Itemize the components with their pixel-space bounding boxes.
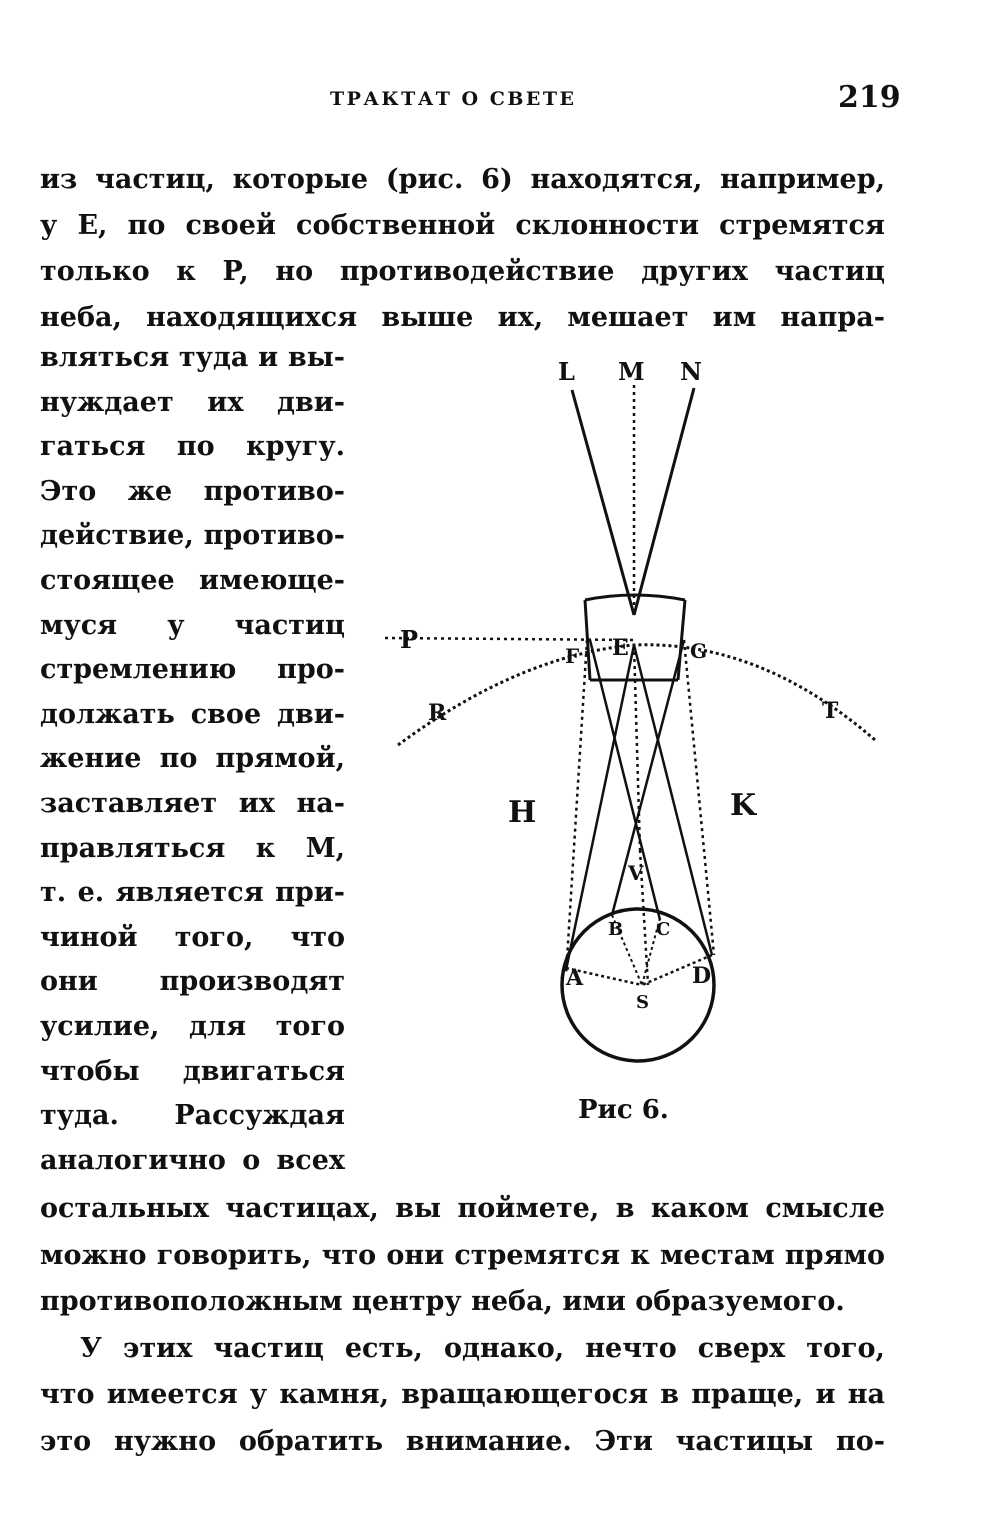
text-line: из частиц, которые (рис. 6) находятся, например, [40, 164, 885, 195]
text-line: стоящее имеюще- [40, 565, 345, 596]
label-P: P [400, 625, 419, 654]
line-E-A [566, 645, 634, 970]
text-line: это нужно обратить внимание. Эти частицы по- [40, 1425, 885, 1457]
text-line: правляться к M, [40, 832, 345, 864]
label-C: C [656, 919, 671, 940]
text-line: вляться туда и вы- [40, 342, 345, 373]
text-line: что имеется у камня, вращающегося в праще, и на [40, 1379, 885, 1410]
text-line: аналогично о всех [40, 1144, 345, 1176]
text-line: должать свое дви- [40, 698, 345, 730]
label-L: L [558, 357, 575, 386]
label-H: H [508, 795, 537, 830]
text-line: только к P, но противодействие других частиц [40, 256, 885, 287]
label-N: N [680, 357, 702, 386]
label-A: A [566, 965, 584, 991]
text-line: можно говорить, что они стремятся к местам прямо [40, 1239, 885, 1271]
label-S: S [636, 992, 649, 1013]
text-line: чиной того, что [40, 921, 345, 953]
text-line: у E, по своей собственной склонности стремятся [40, 210, 885, 241]
text-line: чтобы двигаться [40, 1055, 345, 1087]
dotted-line-P [385, 638, 634, 640]
text-line: неба, находящихся выше их, мешает им напра- [40, 302, 885, 333]
text-line: жение по прямой, [40, 743, 345, 775]
figure-caption: Рис 6. [578, 1095, 669, 1125]
figure-6-diagram [360, 352, 900, 1142]
label-E: E [612, 635, 629, 661]
page-number: 219 [838, 80, 901, 115]
text-line: Это же противо- [40, 475, 345, 507]
text-line: остальных частицах, вы поймете, в каком смысле [40, 1193, 885, 1224]
label-F: F [565, 644, 580, 668]
label-B: B [608, 919, 624, 940]
label-R: R [428, 700, 447, 726]
label-M: M [618, 357, 645, 386]
label-G: G [690, 639, 708, 663]
label-T: T [822, 698, 839, 724]
text-line: усилие, для того [40, 1011, 345, 1042]
text-line: т. е. является при- [40, 877, 345, 909]
text-line: противоположным центру неба, ими образуемого. [40, 1286, 845, 1317]
running-title: ТРАКТАТ О СВЕТЕ [330, 88, 577, 110]
text-line: У этих частиц есть, однако, нечто сверх того, [80, 1332, 885, 1364]
text-line: заставляет их на- [40, 788, 345, 819]
label-K: K [730, 788, 757, 823]
text-line: стремлению про- [40, 654, 345, 686]
text-line: они производят [40, 966, 345, 998]
text-line: туда. Рассуждая [40, 1100, 345, 1132]
text-line: действие, противо- [40, 520, 345, 552]
ray-right [634, 388, 694, 615]
ray-left [572, 390, 634, 615]
text-line: гаться по кругу. [40, 431, 345, 463]
text-line: муся у частиц [40, 609, 345, 641]
label-V: V [628, 861, 644, 885]
label-D: D [692, 963, 712, 989]
text-line: нуждает их дви- [40, 386, 345, 418]
